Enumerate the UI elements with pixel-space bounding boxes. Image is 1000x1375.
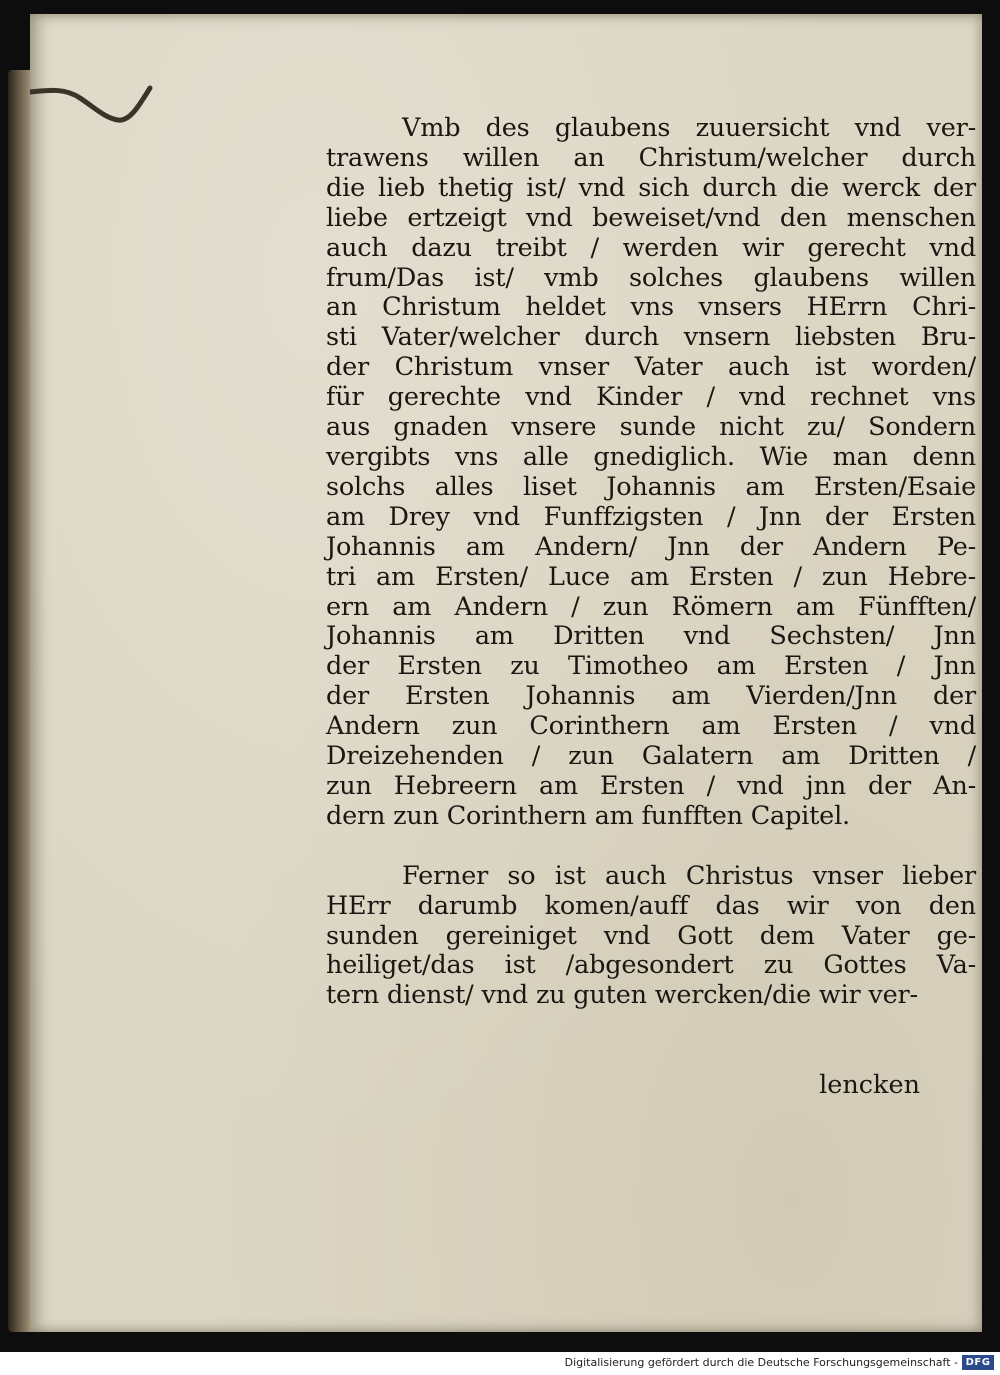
- paragraph-2: [326, 862, 976, 1012]
- text-line: sti Vater/welcher durch vnsern liebsten Bru-: [326, 322, 976, 353]
- text-line: solchs alles liset Johannis am Ersten/Esaie: [326, 471, 976, 502]
- text-line: Ferner so ist auch Christus vnser lieber: [402, 860, 976, 891]
- text-line: Vmb des glaubens zuuersicht vnd ver-: [402, 113, 976, 143]
- text-line: Johannis am Andern/ Jnn der Andern Pe-: [326, 531, 976, 562]
- text-line: an Christum heldet vns vnsers HErrn Chri-: [326, 292, 976, 323]
- text-line: für gerechte vnd Kinder / vnd rechnet vns: [326, 382, 976, 413]
- text-line: der Christum vnser Vater auch ist worden/: [326, 352, 976, 383]
- text-line: zun Hebreern am Ersten / vnd jnn der An-: [326, 770, 976, 801]
- text-line: der Ersten zu Timotheo am Ersten / Jnn: [326, 651, 976, 682]
- text-line: vergibts vns alle gnediglich. Wie man denn: [326, 441, 976, 472]
- text-line: Dreizehenden / zun Galatern am Dritten /: [326, 741, 976, 772]
- text-line: sunden gereiniget vnd Gott dem Vater ge-: [326, 920, 976, 951]
- footer-credit: Digitalisierung gefördert durch die Deutsche Forschungsgemeinschaft -: [564, 1356, 958, 1369]
- text-line: tern dienst/ vnd zu guten wercken/die wir ver-: [326, 980, 918, 1011]
- text-line: dern zun Corinthern am funfften Capitel.: [326, 800, 850, 831]
- text-line: aus gnaden vnsere sunde nicht zu/ Sondern: [326, 412, 976, 443]
- footer-bar: [0, 1352, 1000, 1375]
- dfg-logo[interactable]: DFG: [962, 1355, 994, 1370]
- text-block: [326, 114, 976, 1011]
- text-line: trawens willen an Christum/welcher durch: [326, 142, 976, 173]
- book-page: [30, 14, 982, 1332]
- text-line: der Ersten Johannis am Vierden/Jnn der: [326, 681, 976, 712]
- text-line: ern am Andern / zun Römern am Fünfften/: [326, 591, 976, 622]
- text-line: Johannis am Dritten vnd Sechsten/ Jnn: [326, 621, 976, 652]
- text-line: liebe ertzeigt vnd beweiset/vnd den menschen: [326, 202, 976, 233]
- text-line: tri am Ersten/ Luce am Ersten / zun Hebre-: [326, 561, 976, 592]
- text-line: auch dazu treibt / werden wir gerecht vnd: [326, 232, 976, 263]
- text-line: heiliget/das ist /abgesondert zu Gottes Va-: [326, 950, 976, 981]
- catchword: lencken: [819, 1070, 920, 1100]
- text-line: Andern zun Corinthern am Ersten / vnd: [326, 711, 976, 742]
- bookmark-string: [30, 74, 180, 154]
- text-line: die lieb thetig ist/ vnd sich durch die werck der: [326, 172, 976, 203]
- text-line: HErr darumb komen/auff das wir von den: [326, 890, 976, 921]
- text-line: am Drey vnd Funffzigsten / Jnn der Ersten: [326, 501, 976, 532]
- paragraph-1: [326, 114, 976, 832]
- text-line: frum/Das ist/ vmb solches glaubens willen: [326, 262, 976, 293]
